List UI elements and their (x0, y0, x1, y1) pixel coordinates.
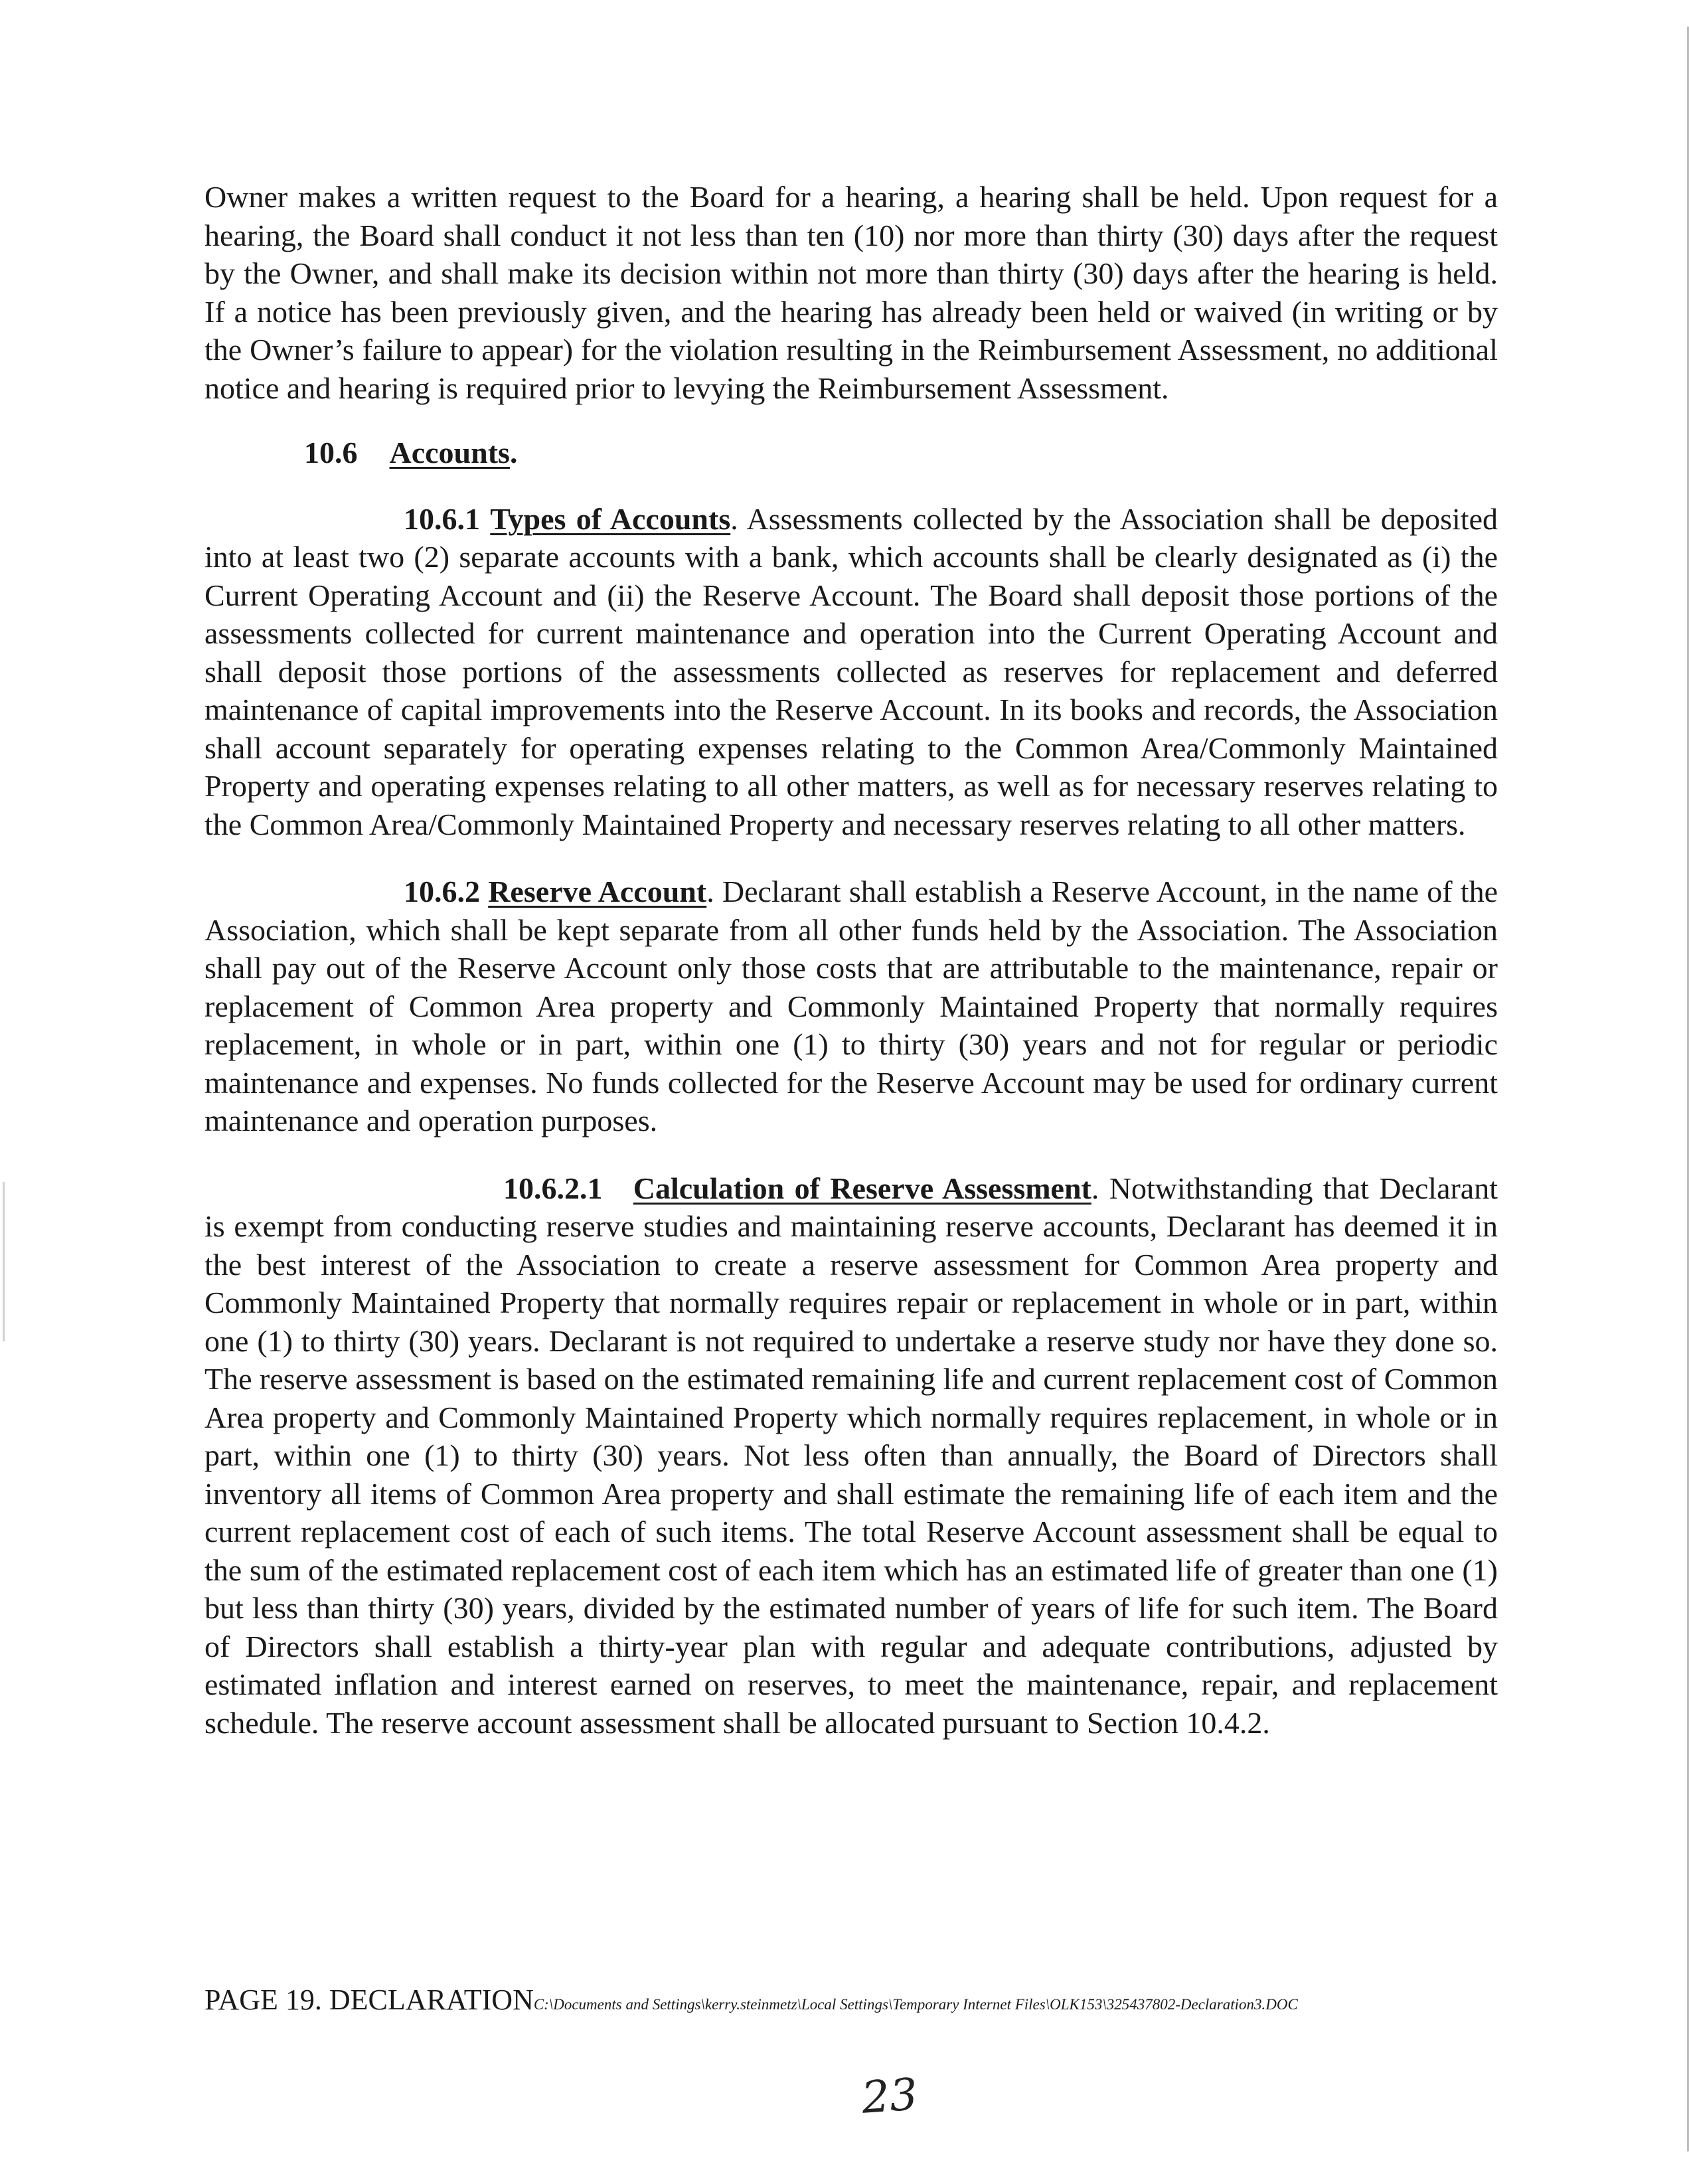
section-10-6-2-paragraph (204, 873, 1498, 1140)
page-footer (204, 1983, 1599, 2022)
section-10-6-2-1-body: . Notwithstanding that Declarant is exempt from conducting reserve studies and maintaining reserve accounts, Declarant has deemed it in the best interest of the Association to create a reserve assessment for Common Area property and Commonly Maintained Property that normally requires repair or replacement in whole or in part, within one (1) to thirty (30) years. Declarant is not required to undertake a reserve study nor have they done so. The reserve assessment is based on the estimated remaining life and current replacement cost of Common Area property and Commonly Maintained Property which normally requires replacement, in whole or in part, within one (1) to thirty (30) years. Not less often than annually, the Board of Directors shall inventory all items of Common Area property and shall estimate the remaining life of each item and the current replacement cost of each of such items. The total Reserve Account assessment shall be equal to the sum of the estimated replacement cost of each item which has an estimated life of greater than one (1) but less than thirty (30) years, divided by the estimated number of years of life for such item. The Board of Directors shall establish a thirty-year plan with regular and adequate contributions, adjusted by estimated inflation and interest earned on reserves, to meet the maintenance, repair, and replacement schedule. The reserve account assessment shall be allocated pursuant to Section 10.4.2. (204, 1171, 1498, 1740)
section-10-6-2-1-title: Calculation of Reserve Assessment (633, 1171, 1091, 1205)
section-10-6-2-number: 10.6.2 (404, 875, 480, 908)
section-10-6-1-body: . Assessments collected by the Association shall be deposited into at least two (2) separate accounts with a bank, which accounts shall be clearly designated as (i) the Current Operating Account and (ii) the Reserve Account. The Board shall deposit those portions of the assessments collected for current maintenance and operation into the Current Operating Account and shall deposit those portions of the assessments collected as reserves for replacement and deferred maintenance of capital improvements into the Reserve Account. In its books and records, the Association shall account separately for operating expenses relating to the Common Area/Commonly Maintained Property and operating expenses relating to all other matters, as well as for necessary reserves relating to the Common Area/Commonly Maintained Property and necessary reserves relating to all other matters. (204, 501, 1498, 841)
section-10-6-2-body: . Declarant shall establish a Reserve Account, in the name of the Association, which shall be kept separate from all other funds held by the Association. The Association shall pay out of the Reserve Account only those costs that are attributable to the maintenance, repair or replacement of Common Area property and Commonly Maintained Property that normally requires replacement, in whole or in part, within one (1) to thirty (30) years and not for regular or periodic maintenance and expenses. No funds collected for the Reserve Account may be used for ordinary current maintenance and operation purposes. (204, 875, 1498, 1137)
intro-paragraph: Owner makes a written request to the Board for a hearing, a hearing shall be held. Upon request for a hearing, the Board shall conduct it not less than ten (10) nor more than thirty (30) days after the request by the Owner, and shall make its decision within not more than thirty (30) days after the hearing is held. If a notice has been previously given, and the hearing has already been held or waived (in writing or by the Owner’s failure to appear) for the violation resulting in the Reimbursement Assessment, no additional notice and hearing is required prior to levying the Reimbursement Assessment. (204, 180, 1498, 405)
section-10-6-1-number: 10.6.1 (404, 501, 480, 536)
section-10-6-heading (204, 434, 1498, 472)
section-10-6-1-title: Types of Accounts (490, 501, 731, 536)
section-10-6-2-1-number: 10.6.2.1 (503, 1171, 603, 1205)
left-edge-mark (3, 1182, 5, 1341)
section-10-6-1-paragraph (204, 500, 1498, 844)
footer-file-path: C:\Documents and Settings\kerry.steinmetz\Local Settings\Temporary Internet Files\OLK153\325437802-Declaration3.DOC (533, 1996, 1298, 2013)
section-10-6-period: . (509, 436, 518, 469)
section-10-6-title: Accounts (389, 436, 510, 469)
section-10-6-number: 10.6 (304, 436, 358, 469)
document-body (204, 178, 1498, 1742)
section-10-6-2-title: Reserve Account (488, 875, 707, 908)
handwritten-page-number: 23 (860, 2068, 920, 2124)
section-10-6-2-1-paragraph (204, 1169, 1498, 1742)
footer-page-label: PAGE 19. DECLARATION (204, 1983, 534, 2016)
